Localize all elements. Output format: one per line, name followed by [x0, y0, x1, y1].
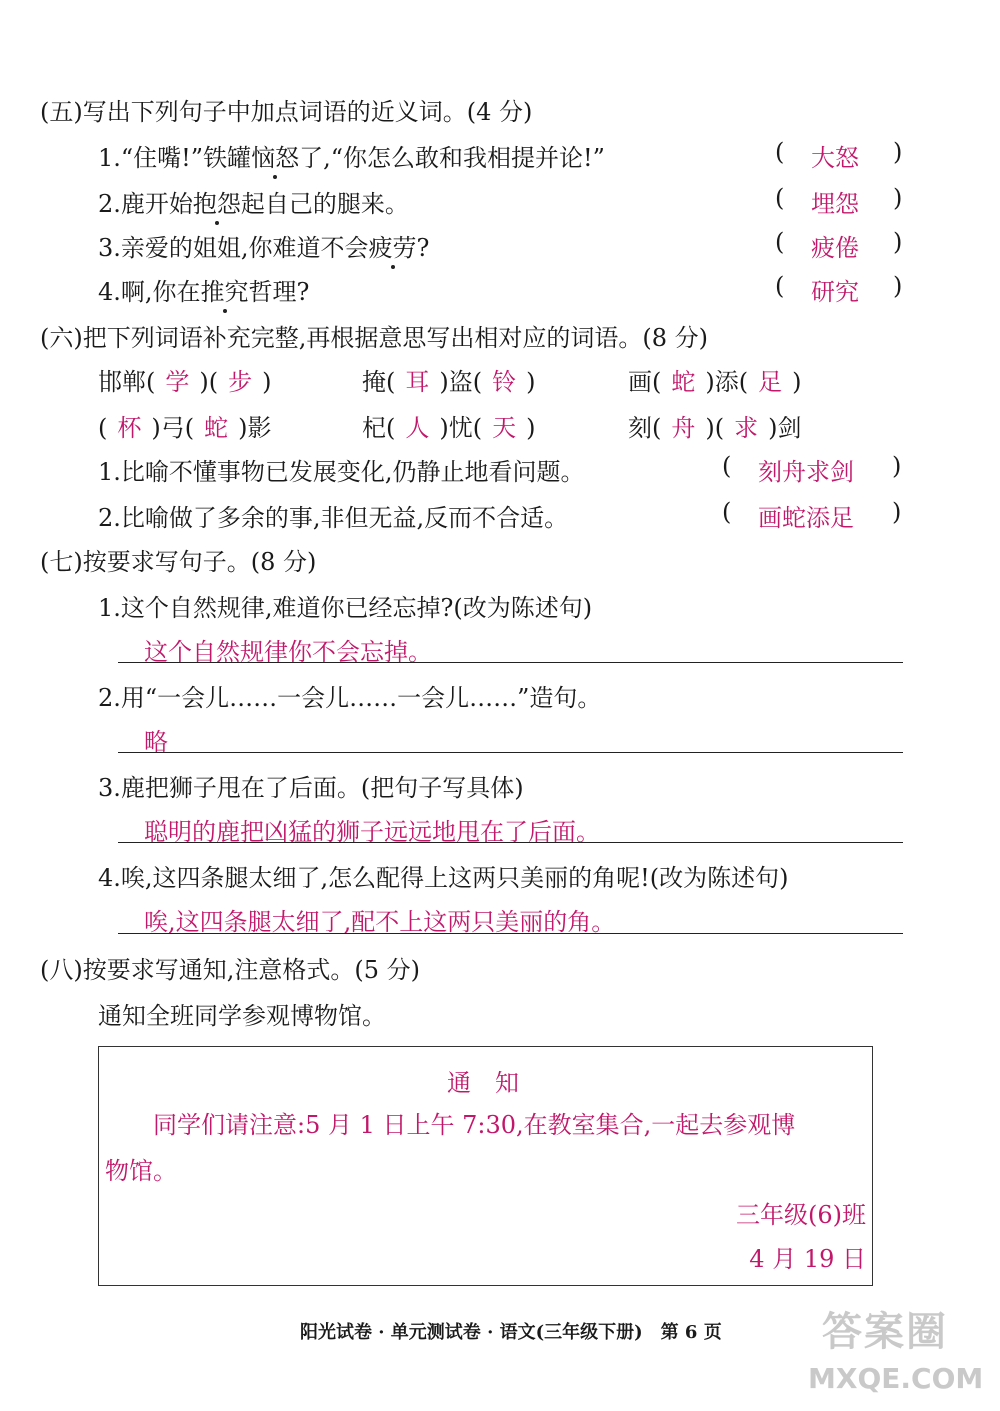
idiom-4-answer-2[interactable]: 蛇	[204, 414, 229, 442]
section6-q1: 1.比喻不懂事物已发展变化,仍静止地看问题。	[98, 458, 585, 486]
section7-q1: 1.这个自然规律,难道你已经忘掉?(改为陈述句)	[98, 594, 593, 622]
section7-title: (七)按要求写句子。(8 分)	[40, 548, 317, 576]
idiom-2-answer-1[interactable]: 耳	[405, 368, 430, 396]
idiom-1-part: 邯郸(	[98, 368, 156, 396]
section5-q2-answer-box[interactable]: ( 埋怨 )	[775, 184, 903, 218]
idiom-6-part: )(	[705, 414, 725, 442]
section6-q2: 2.比喻做了多余的事,非但无益,反而不合适。	[98, 504, 569, 532]
idiom-5-answer-1[interactable]: 人	[405, 414, 430, 442]
section5-q1-answer: 大怒	[811, 144, 859, 172]
idiom-2-part: 掩(	[362, 368, 396, 396]
q1-dotted-word: 恼怒	[251, 138, 299, 173]
section6-q2-answer-box[interactable]: ( 画蛇添足 )	[722, 498, 902, 532]
section8-prompt: 通知全班同学参观博物馆。	[98, 1002, 386, 1030]
section5-title: (五)写出下列句子中加点词语的近义词。(4 分)	[40, 98, 533, 126]
idiom-6-part: 刻(	[628, 414, 662, 442]
section7-q3-answer[interactable]: 聪明的鹿把凶猛的狮子远远地甩在了后面。	[144, 818, 600, 846]
section6-title: (六)把下列词语补充完整,再根据意思写出相对应的词语。(8 分)	[40, 324, 708, 352]
idiom-5-part: )	[526, 414, 536, 442]
idiom-3	[628, 362, 801, 397]
answer-line	[118, 933, 903, 934]
section7-q2: 2.用“一会儿……一会儿……一会儿……”造句。	[98, 684, 602, 712]
q4-dotted-word: 推究	[201, 272, 249, 307]
notice-answer-box[interactable]	[98, 1046, 873, 1286]
answer-line	[118, 752, 903, 753]
section5-q3-answer: 疲倦	[811, 234, 859, 262]
watermark-top-text: 答案圈	[822, 1309, 948, 1355]
q3-dotted-word: 疲劳	[369, 228, 417, 263]
page-footer: 阳光试卷 · 单元测试卷 · 语文(三年级下册) 第 6 页	[300, 1322, 722, 1343]
idiom-3-answer-1[interactable]: 蛇	[671, 368, 696, 396]
q3-post: ?	[416, 234, 430, 262]
idiom-6-answer-2[interactable]: 求	[734, 414, 759, 442]
section7-q4-answer[interactable]: 唉,这四条腿太细了,配不上这两只美丽的角。	[144, 908, 616, 936]
q2-pre: 2.鹿开始	[98, 190, 193, 218]
section5-q4-answer-box[interactable]: ( 研究 )	[775, 272, 903, 306]
section6-q1-answer: 刻舟求剑	[758, 458, 854, 486]
watermark-logo	[808, 1300, 990, 1408]
idiom-2-part: )	[526, 368, 536, 396]
idiom-3-part: )添(	[705, 368, 749, 396]
section8-title: (八)按要求写通知,注意格式。(5 分)	[40, 956, 420, 984]
idiom-2-answer-2[interactable]: 铃	[492, 368, 517, 396]
section5-q2	[98, 184, 409, 219]
idiom-1	[98, 362, 271, 397]
q4-post: 哲理?	[248, 278, 310, 306]
idiom-4-part: (	[98, 414, 108, 442]
idiom-4-part: )弓(	[151, 414, 195, 442]
idiom-6	[628, 408, 801, 443]
idiom-1-answer-1[interactable]: 学	[165, 368, 190, 396]
section7-q3: 3.鹿把狮子甩在了后面。(把句子写具体)	[98, 774, 524, 802]
idiom-1-part: )	[262, 368, 272, 396]
idiom-4-answer-1[interactable]: 杯	[117, 414, 142, 442]
q2-dotted-word: 抱怨	[193, 184, 241, 219]
section6-q1-answer-box[interactable]: ( 刻舟求剑 )	[722, 452, 902, 486]
idiom-3-part: 画(	[628, 368, 662, 396]
idiom-1-answer-2[interactable]: 步	[228, 368, 253, 396]
q3-pre: 3.亲爱的姐姐,你难道不会	[98, 234, 369, 262]
section5-q3-answer-box[interactable]: ( 疲倦 )	[775, 228, 903, 262]
section7-q1-answer[interactable]: 这个自然规律你不会忘掉。	[144, 638, 432, 666]
idiom-5	[362, 408, 535, 443]
section5-q4-answer: 研究	[811, 278, 859, 306]
q1-post: 了,“你怎么敢和我相提并论!”	[299, 144, 605, 172]
answer-line	[118, 662, 903, 663]
notice-signature: 三年级(6)班	[736, 1201, 866, 1229]
notice-line-1: 同学们请注意:5 月 1 日上午 7:30,在教室集合,一起去参观博	[153, 1111, 796, 1139]
section6-q2-answer: 画蛇添足	[758, 504, 854, 532]
section5-q3	[98, 228, 429, 263]
section7-q4: 4.唉,这四条腿太细了,怎么配得上这两只美丽的角呢!(改为陈述句)	[98, 864, 789, 892]
idiom-5-part: 杞(	[362, 414, 396, 442]
section5-q1	[98, 138, 605, 173]
idiom-6-part: )剑	[768, 414, 802, 442]
watermark-bottom-text: MXQE.COM	[808, 1362, 984, 1395]
idiom-2-part: )盗(	[439, 368, 483, 396]
notice-heading: 通 知	[447, 1069, 519, 1097]
section5-q4	[98, 272, 309, 307]
answer-line	[118, 842, 903, 843]
q1-pre: 1.“住嘴!”铁罐	[98, 144, 252, 172]
idiom-5-answer-2[interactable]: 天	[492, 414, 517, 442]
idiom-4-part: )影	[238, 414, 272, 442]
idiom-6-answer-1[interactable]: 舟	[671, 414, 696, 442]
notice-date: 4 月 19 日	[749, 1245, 866, 1273]
idiom-3-part: )	[792, 368, 802, 396]
q2-post: 起自己的腿来。	[240, 190, 409, 218]
idiom-4	[98, 408, 271, 443]
idiom-2	[362, 362, 535, 397]
section5-q2-answer: 埋怨	[811, 190, 859, 218]
section5-q1-answer-box[interactable]: ( 大怒 )	[775, 138, 903, 172]
notice-line-2: 物馆。	[105, 1157, 177, 1185]
idiom-3-answer-2[interactable]: 足	[758, 368, 783, 396]
idiom-5-part: )忧(	[439, 414, 483, 442]
q4-pre: 4.啊,你在	[98, 278, 201, 306]
section7-q2-answer[interactable]: 略	[144, 728, 168, 756]
idiom-1-part: )(	[199, 368, 219, 396]
